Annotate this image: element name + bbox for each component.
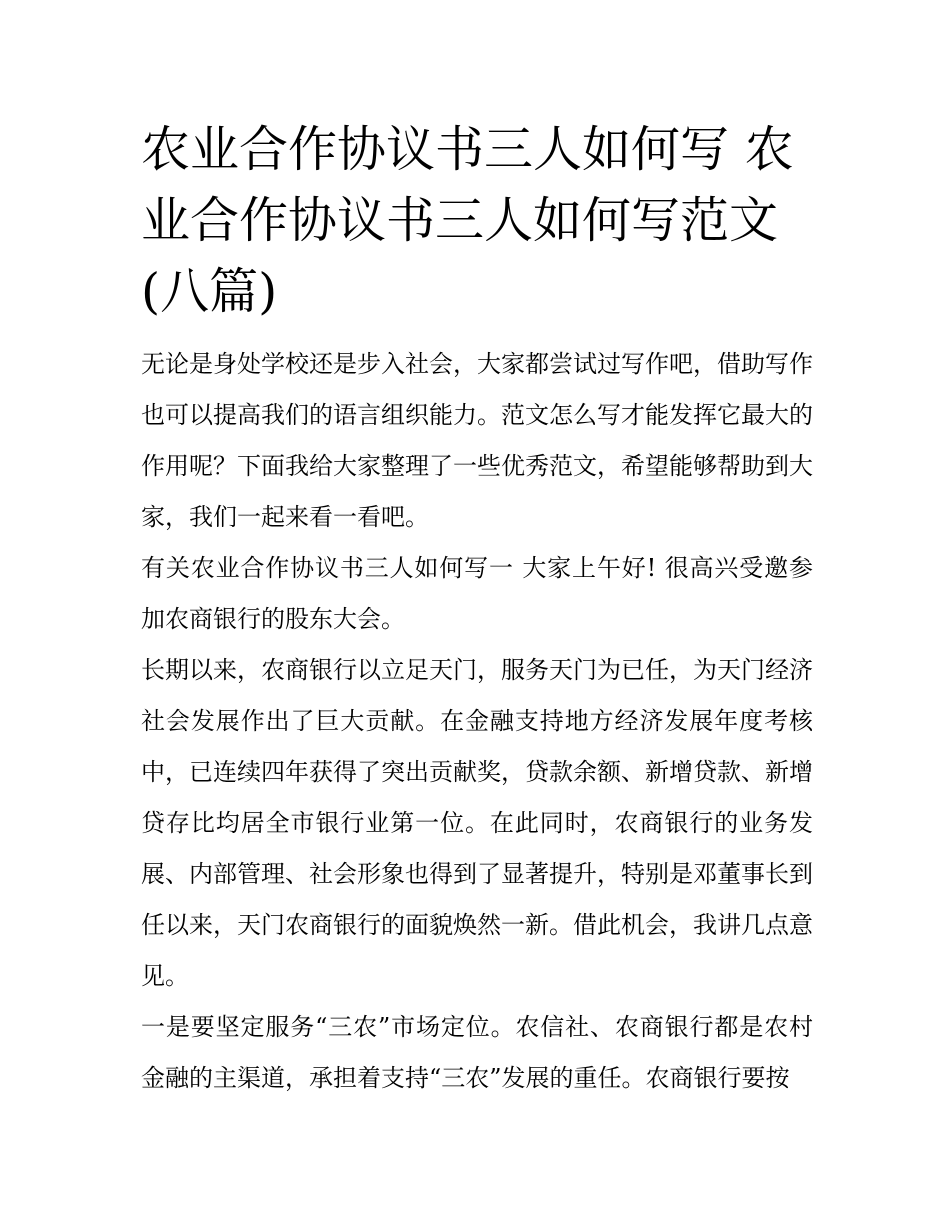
paragraph-intro: 无论是身处学校还是步入社会，大家都尝试过写作吧，借助写作也可以提高我们的语言组织能力。范文怎么写才能发挥它最大的作用呢？下面我给大家整理了一些优秀范文，希望能够帮助到大家，我们一起来看一看吧。	[141, 350, 813, 531]
paragraph-point-one: 一是要坚定服务“三农”市场定位。农信社、农商银行都是农村金融的主渠道，承担着支持“三农”发展的重任。农商银行要按	[141, 1013, 813, 1092]
paragraph-greeting: 有关农业合作协议书三人如何写一 大家上午好! 很高兴受邀参加农商银行的股东大会。	[141, 554, 813, 633]
document-title: 农业合作协议书三人如何写 农业合作协议书三人如何写范文(八篇)	[141, 121, 794, 320]
paragraph-history: 长期以来，农商银行以立足天门，服务天门为已任，为天门经济社会发展作出了巨大贡献。在金融支持地方经济发展年度考核中，已连续四年获得了突出贡献奖，贷款余额、新增贷款、新增贷存比均居全市银行业第一位。在此同时，农商银行的业务发展、内部管理、社会形象也得到了显著提升，特别是邓董事长到任以来，天门农商银行的面貌焕然一新。借此机会，我讲几点意见。	[141, 656, 813, 990]
document-body	[141, 114, 813, 1104]
